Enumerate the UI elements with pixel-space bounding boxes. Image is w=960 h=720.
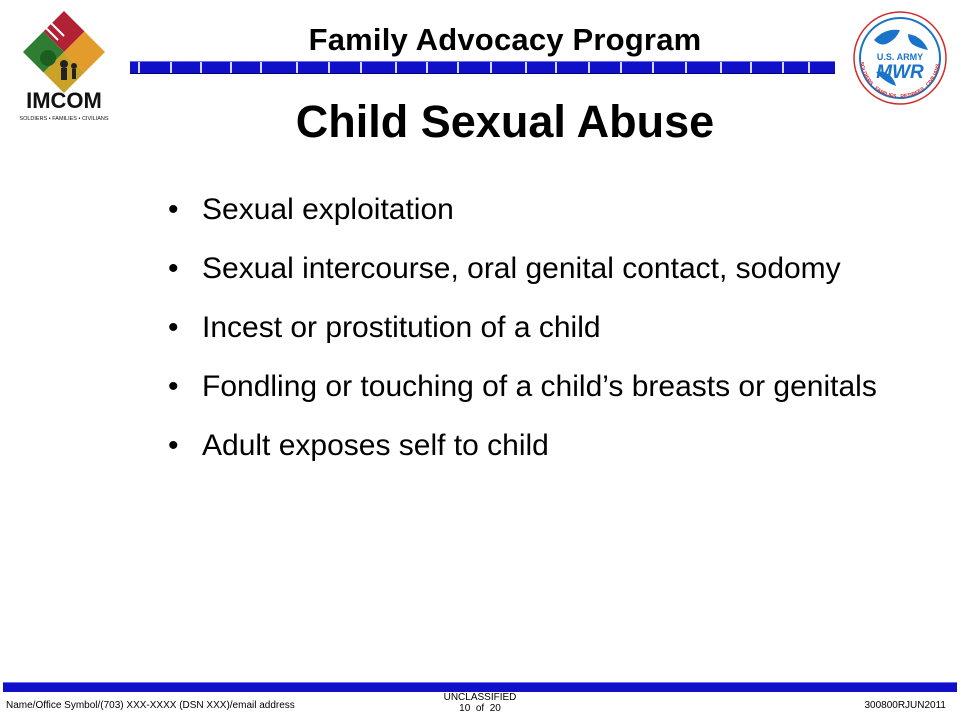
bullet-dot-icon: •: [168, 429, 179, 462]
bullet-text: Adult exposes self to child: [202, 429, 549, 462]
bullet-text: Sexual exploitation: [202, 193, 454, 226]
slide-title: Child Sexual Abuse: [295, 96, 715, 147]
mwr-logo: [846, 4, 954, 116]
bullet-text: Fondling or touching of a child’s breasts or genitals: [202, 370, 877, 403]
mwr-ring-text: SOLDIERS . FAMILIES . RETIREES . CIVILIANS: [858, 61, 942, 101]
page-number: 10 of 20: [459, 703, 501, 714]
imcom-tagline: SOLDIERS • FAMILIES • CIVILIANS: [19, 116, 109, 122]
mwr-line2: MWR: [876, 62, 924, 83]
bullet-dot-icon: •: [168, 193, 179, 226]
imcom-logo: [8, 4, 120, 124]
bullet-text: Sexual intercourse, oral genital contact, sodomy: [202, 252, 841, 285]
bullet-list: [168, 193, 888, 488]
footer-center: [380, 692, 580, 714]
mwr-line1: U.S. ARMY: [876, 52, 924, 62]
imcom-name: IMCOM: [26, 88, 102, 113]
program-title: Family Advocacy Program: [308, 22, 702, 57]
imcom-emblem-icon: [8, 4, 120, 124]
bullet-item: [168, 311, 888, 345]
footer-contact: Name/Office Symbol/(703) XXX-XXXX (DSN XXX)/email address: [6, 700, 295, 711]
bullet-item: [168, 193, 888, 227]
bullet-dot-icon: •: [168, 370, 179, 403]
mwr-emblem-icon: [846, 4, 954, 116]
bullet-item: [168, 252, 888, 286]
bullet-text: Incest or prostitution of a child: [202, 311, 601, 344]
bullet-item: [168, 370, 888, 404]
bullet-dot-icon: •: [168, 252, 179, 285]
classification-label: UNCLASSIFIED: [443, 692, 517, 703]
bullet-dot-icon: •: [168, 311, 179, 344]
header-divider-bar: [130, 61, 835, 74]
bullet-item: [168, 429, 888, 463]
footer-dtg: 300800RJUN2011: [864, 700, 946, 711]
footer-divider-bar: [3, 682, 957, 692]
